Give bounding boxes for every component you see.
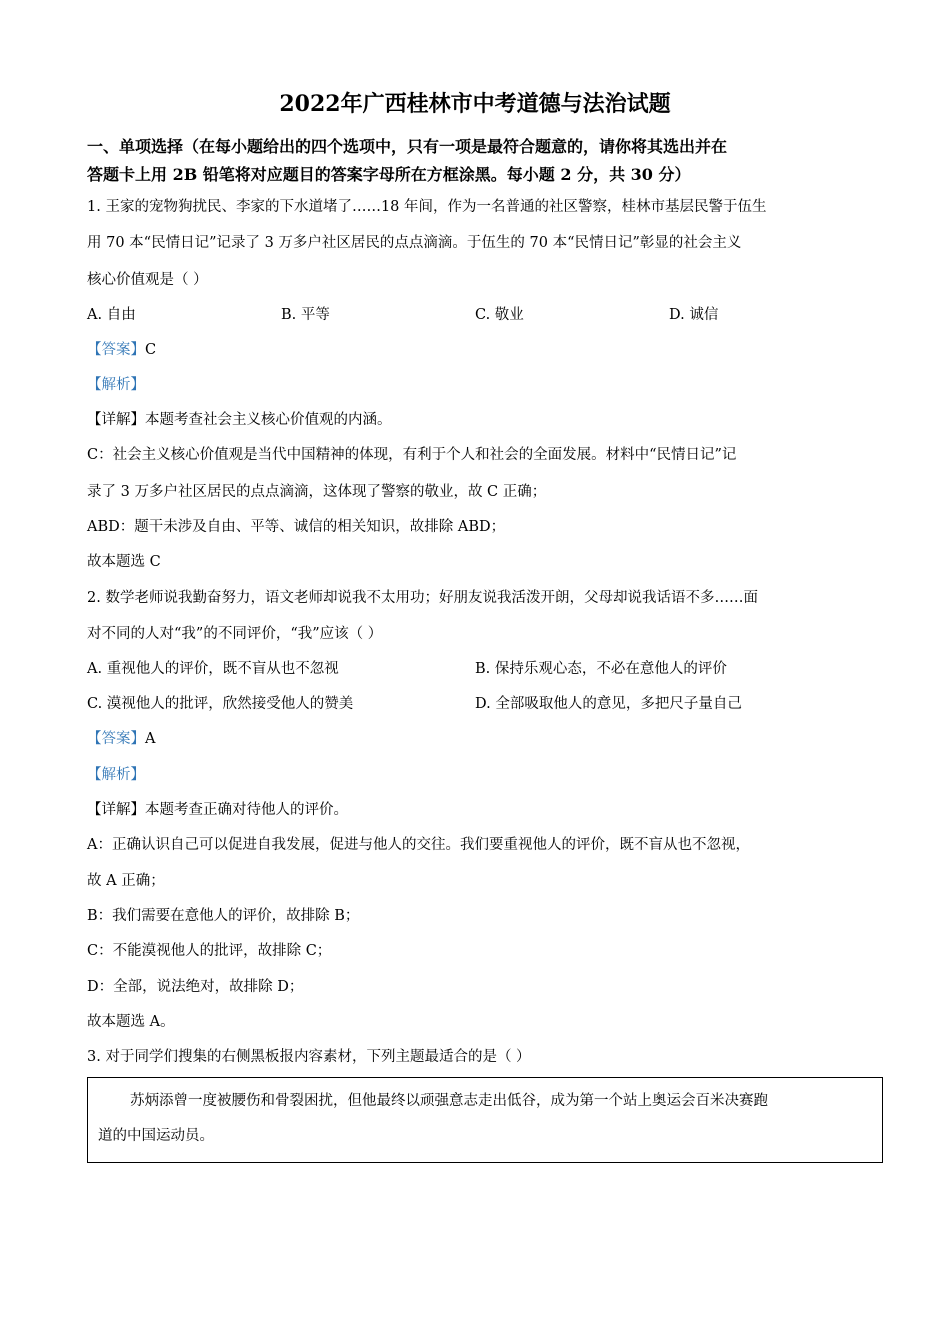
q1-explain-line-2: 录了 3 万多户社区居民的点点滴滴，这体现了警察的敬业，故 C 正确； [87, 484, 547, 500]
q2-stem-line-1: 2. 数学老师说我勤奋努力，语文老师却说我不太用功；好朋友说我活泼开朗，父母却说我话语不多……面 [87, 590, 758, 606]
q2-explain-line-3: B：我们需要在意他人的评价，故排除 B； [87, 908, 360, 924]
q1-explain-line-3: ABD：题干未涉及自由、平等、诚信的相关知识，故排除 ABD； [87, 519, 506, 535]
q1-stem-line-2: 用 70 本“民情日记”记录了 3 万多户社区居民的点点滴滴。于伍生的 70 本“民情日记”彰显的社会主义 [87, 235, 742, 251]
detail-text: 本题考查社会主义核心价值观的内涵。 [145, 412, 392, 428]
answer-label: 【答案】 [87, 731, 145, 747]
detail-label: 【详解】 [87, 412, 145, 428]
detail-label: 【详解】 [87, 802, 145, 818]
q2-option-d: D. 全部吸取他人的意见，多把尺子量自己 [475, 696, 742, 712]
q2-option-c: C. 漠视他人的批评，欣然接受他人的赞美 [87, 696, 354, 712]
q2-explain-line-4: C：不能漠视他人的批评，故排除 C； [87, 943, 332, 959]
q1-answer [87, 340, 156, 360]
q1-analysis-label: 【解析】 [87, 377, 145, 393]
q2-explain-line-1: A：正确认识自己可以促进自我发展，促进与他人的交往。我们要重视他人的评价，既不盲从也不忽视， [87, 837, 750, 853]
q2-option-b: B. 保持乐观心态，不必在意他人的评价 [475, 661, 727, 677]
q1-explain-line-4: 故本题选 C [87, 554, 161, 570]
q2-answer [87, 729, 155, 749]
detail-text: 本题考查正确对待他人的评价。 [145, 802, 348, 818]
q3-material-line-1: 苏炳添曾一度被腰伤和骨裂困扰，但他最终以顽强意志走出低谷，成为第一个站上奥运会百米决赛跑 [130, 1093, 768, 1109]
q2-stem-line-2: 对不同的人对“我”的不同评价，“我”应该（ ） [87, 626, 383, 642]
q2-analysis-label: 【解析】 [87, 767, 145, 783]
q1-option-a: A. 自由 [87, 307, 136, 323]
page-title: 2022年广西桂林市中考道德与法治试题 [279, 91, 671, 117]
section-heading-line-2: 答题卡上用 2B 铅笔将对应题目的答案字母所在方框涂黑。每小题 2 分，共 30 分） [87, 165, 691, 184]
q1-explain-line-1: C：社会主义核心价值观是当代中国精神的体现，有利于个人和社会的全面发展。材料中“民情日记”记 [87, 447, 737, 463]
q2-explain-line-5: D：全部，说法绝对，故排除 D； [87, 979, 304, 995]
q1-option-d: D. 诚信 [669, 307, 719, 323]
q1-detail [87, 410, 392, 430]
q3-material-box [87, 1077, 883, 1163]
q3-stem: 3. 对于同学们搜集的右侧黑板报内容素材，下列主题最适合的是（ ） [87, 1049, 531, 1065]
q1-stem-line-1: 1. 王家的宠物狗扰民、李家的下水道堵了……18 年间，作为一名普通的社区警察，桂林市基层民警于伍生 [87, 199, 767, 215]
answer-value: A [145, 731, 156, 747]
answer-label: 【答案】 [87, 342, 145, 358]
answer-value: C [145, 342, 157, 358]
q2-option-a: A. 重视他人的评价，既不盲从也不忽视 [87, 661, 339, 677]
q2-explain-line-6: 故本题选 A。 [87, 1014, 175, 1030]
q2-detail [87, 800, 348, 820]
q1-option-c: C. 敬业 [475, 307, 524, 323]
q2-explain-line-2: 故 A 正确； [87, 873, 165, 889]
q1-stem-line-3: 核心价值观是（ ） [87, 272, 208, 288]
q3-material-line-2: 道的中国运动员。 [98, 1128, 214, 1144]
section-heading-line-1: 一、单项选择（在每小题给出的四个选项中，只有一项是最符合题意的，请你将其选出并在 [87, 137, 728, 156]
q1-option-b: B. 平等 [281, 307, 330, 323]
